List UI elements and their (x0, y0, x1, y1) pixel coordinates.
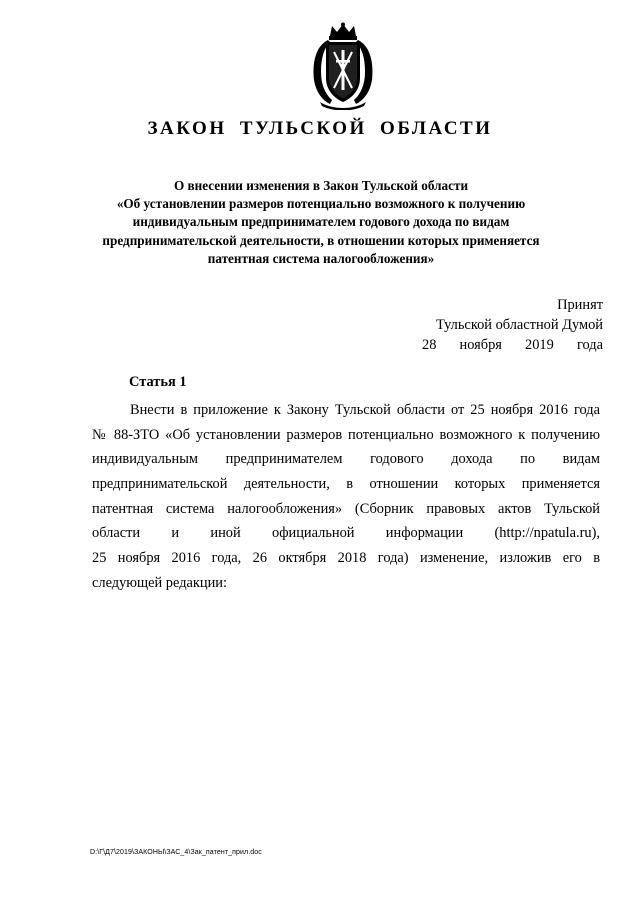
article-body (92, 398, 600, 596)
law-title: ЗАКОН ТУЛЬСКОЙ ОБЛАСТИ (147, 118, 493, 139)
article-line: 25 ноября 2016 года, 26 октября 2018 года) изменение, изложив его в (92, 550, 600, 567)
article-line: № 88-ЗТО «Об установлении размеров потенциально возможного к получению (92, 426, 600, 443)
adoption-year: 2019 (525, 337, 554, 353)
adoption-year-word: года (576, 337, 603, 353)
article-line: Внести в приложение к Закону Тульской области от 25 ноября 2016 года (130, 402, 600, 418)
adopted-by: Тульской областной Думой (436, 317, 603, 333)
subject-line: патентная система налогообложения» (207, 250, 435, 266)
subject-line: «Об установлении размеров потенциально возможного к получению (116, 196, 526, 212)
article-line: предпринимательской деятельности, в отношении которых применяется (92, 476, 600, 493)
subject-line: О внесении изменения в Закон Тульской области (173, 178, 469, 193)
law-subject (96, 177, 546, 268)
article-line: патентная система налогообложения» (Сборник правовых актов Тульской (92, 500, 600, 517)
article-heading: Статья 1 (129, 374, 187, 390)
adopted-label: Принят (557, 297, 603, 313)
subject-line: индивидуальным предпринимателем годового дохода по видам (132, 214, 510, 230)
adoption-month: ноября (459, 337, 502, 353)
article-line: следующей редакции: (92, 574, 227, 591)
footer-file-path: D:\Г\Д7\2019\ЗАКОНЫ\ЗАС_4\Зак_патент_прил.doc (90, 849, 262, 856)
subject-line: предпринимательской деятельности, в отношении которых применяется (102, 232, 540, 248)
article-line: области и иной официальной информации (http://npatula.ru), (92, 525, 600, 542)
article-line: индивидуальным предпринимателем годового дохода по видам (92, 451, 600, 468)
adoption-block (403, 295, 603, 355)
coat-of-arms-icon (306, 22, 380, 110)
adoption-day: 28 (422, 337, 437, 353)
adoption-date (422, 335, 603, 355)
